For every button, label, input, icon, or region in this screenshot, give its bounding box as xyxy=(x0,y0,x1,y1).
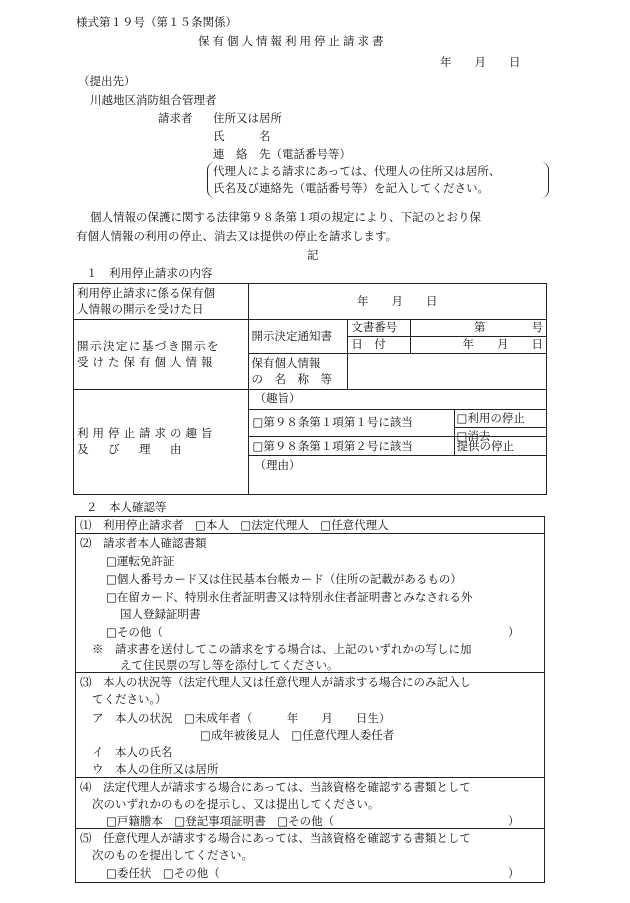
requester-type-box xyxy=(75,516,545,534)
status-a[interactable]: ア 本人の状況 □未成年者（ 年 月 日生） xyxy=(92,711,391,725)
status-a2[interactable]: □成年被後見人 □任意代理人委任者 xyxy=(200,728,395,742)
disclosure-date-value[interactable]: 年 月 日 xyxy=(248,284,546,320)
recipient-name: 川越地区消防組合管理者 xyxy=(90,93,217,107)
voluntary-line2: 次のものを提出してください。 xyxy=(92,848,253,862)
id-other[interactable]: □その他（ xyxy=(106,625,163,639)
id-docs-title: ⑵ 請求者本人確認書類 xyxy=(80,536,207,550)
notice-date-value[interactable]: 年 月 日 xyxy=(411,337,547,354)
legal-line2: 次のいずれかのものを提示し、又は提出してください。 xyxy=(92,797,380,811)
legal-line1: ⑷ 法定代理人が請求する場合にあっては、当該資格を確認する書類として xyxy=(80,780,471,794)
voluntary-line1: ⑸ 任意代理人が請求する場合にあっては、当該資格を確認する書類として xyxy=(80,831,471,845)
purpose-reason-label: 利用停止請求の趣旨 及 び 理 由 xyxy=(74,390,249,495)
form-number: 様式第１９号（第１５条関係） xyxy=(76,15,237,29)
option-stop-provide[interactable]: 提供の停止 xyxy=(456,439,515,453)
id-mynumber[interactable]: □個人番号カード又は住民基本台帳カード（住所の記載があるもの） xyxy=(106,572,462,586)
submission-date[interactable]: 年 月 日 xyxy=(440,55,521,69)
disclosed-info-label: 開示決定に基づき開示を 受けた保有個人情報 xyxy=(74,320,249,390)
status-line2: てください。） xyxy=(92,692,167,706)
id-residence-line1[interactable]: □在留カード、特別永住者証明書又は特別永住者証明書とみなされる外 xyxy=(106,590,473,604)
id-residence-line2: 国人登録証明書 xyxy=(120,607,201,621)
agent-note-line1: 代理人による請求にあっては、代理人の住所又は居所、 xyxy=(213,164,501,178)
id-note-line2: えて住民票の写し等を添付してください。 xyxy=(120,658,339,672)
option-item1[interactable]: □第９８条第１項第１号に該当 xyxy=(252,415,413,429)
notice-date-label: 日 付 xyxy=(348,337,411,354)
name-label: 氏 名 xyxy=(213,129,271,143)
option-item2[interactable]: □第９８条第１項第２号に該当 xyxy=(252,439,413,453)
disclosure-date-label: 利用停止請求に係る保有個 人情報の開示を受けた日 xyxy=(74,284,249,320)
legal-options[interactable]: □戸籍謄本 □登記事項証明書 □その他（ xyxy=(106,814,335,828)
intro-line2: 有個人情報の利用の停止、消去又は提供の停止を請求します。 xyxy=(76,229,398,243)
intro-line1: 個人情報の保護に関する法律第９８条第１項の規定により、下記のとおり保 xyxy=(90,210,481,224)
purpose-reason-cell xyxy=(248,390,546,495)
doc-no-label: 文書番号 xyxy=(348,320,411,337)
section1-heading: １ 利用停止請求の内容 xyxy=(86,266,213,280)
recipient-label: （提出先） xyxy=(78,74,136,88)
address-label: 住所又は居所 xyxy=(213,111,282,125)
voluntary-close: ） xyxy=(508,866,520,880)
section2-heading: ２ 本人確認等 xyxy=(86,500,167,514)
id-license[interactable]: □運転免許証 xyxy=(106,554,175,568)
status-line1: ⑶ 本人の状況等（法定代理人又は任意代理人が請求する場合にのみ記入し xyxy=(80,675,471,689)
id-documents-box xyxy=(75,533,545,673)
id-other-close: ） xyxy=(508,625,520,639)
status-u[interactable]: ウ 本人の住所又は居所 xyxy=(92,762,219,776)
info-name-value[interactable] xyxy=(348,354,547,390)
notice-label: 開示決定通知書 xyxy=(248,320,348,354)
purpose-label: （趣旨） xyxy=(254,391,301,405)
info-name-label: 保有個人情報 の 名 称 等 xyxy=(248,354,348,390)
option-erase[interactable]: □消去 xyxy=(456,429,491,443)
ki-label: 記 xyxy=(307,248,319,262)
document-title: 保有個人情報利用停止請求書 xyxy=(198,34,387,48)
doc-no-value[interactable]: 第 号 xyxy=(411,320,547,337)
agent-note-line2: 氏名及び連絡先（電話番号等）を記入してください。 xyxy=(213,181,489,195)
person-status-box xyxy=(75,672,545,778)
legal-close: ） xyxy=(508,814,520,828)
requester-label: 請求者 xyxy=(158,111,193,125)
option-stop-use[interactable]: □利用の停止 xyxy=(456,411,525,425)
voluntary-options[interactable]: □委任状 □その他（ xyxy=(106,866,220,880)
status-i[interactable]: イ 本人の氏名 xyxy=(92,745,173,759)
usage-stop-table xyxy=(73,283,547,495)
id-note-line1: ※ 請求書を送付してこの請求をする場合は、上記のいずれかの写しに加 xyxy=(92,642,472,656)
contact-label: 連 絡 先（電話番号等） xyxy=(213,147,351,161)
requester-type[interactable]: ⑴ 利用停止請求者 □本人 □法定代理人 □任意代理人 xyxy=(80,518,389,532)
voluntary-agent-box xyxy=(75,828,545,883)
reason-label: （理由） xyxy=(254,458,301,472)
legal-agent-box xyxy=(75,777,545,829)
